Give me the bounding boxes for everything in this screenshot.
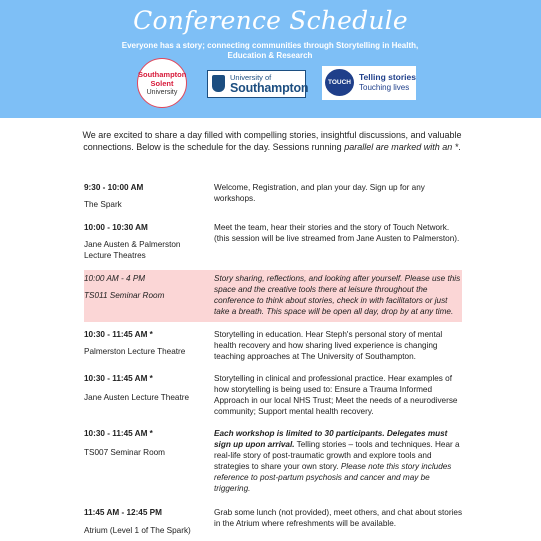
schedule-row <box>84 222 462 264</box>
session-room: Jane Austen & Palmerston Lecture Theatres <box>84 240 181 260</box>
schedule-row-highlight <box>84 270 462 322</box>
touch-logo-line2: Touching lives <box>359 83 410 92</box>
session-room: TS011 Seminar Room <box>84 291 165 300</box>
session-description: Storytelling in clinical and professional practice. Hear examples of how storytelling is being used to: Ensure a Trauma Informed Approach in our local NHS Trust; Meet the needs of a neurodiverse community; Support mental health recovery. <box>214 374 458 416</box>
workshop-text: Telling stories – tools and techniques. Hear a real-life story of post-traumatic growth and explore tools and strategies to share your own story. <box>214 440 460 471</box>
session-description: Meet the team, hear their stories and the story of Touch Network. (this session will be live streamed from Jane Austen to Palmerston). <box>214 223 460 243</box>
intro-paragraph <box>80 129 464 153</box>
session-time: 9:30 - 10:00 AM <box>84 183 144 192</box>
session-room: Jane Austen Lecture Theatre <box>84 393 189 402</box>
session-description: Welcome, Registration, and plan your day. Sign up for any workshops. <box>214 183 425 203</box>
touch-network-logo <box>322 66 416 100</box>
solent-university-logo <box>137 58 187 108</box>
page-subtitle: Everyone has a story; connecting communities through Storytelling in Health, Education & Research <box>121 41 419 60</box>
intro-text: We are excited to share a day filled with compelling stories, insightful discussions, and valuable connections. Below is the schedule for the day. Sessions running <box>82 130 462 152</box>
session-room: Palmerston Lecture Theatre <box>84 347 186 356</box>
session-time: 10:00 AM - 4 PM <box>84 274 146 283</box>
header-banner <box>0 0 541 118</box>
touch-badge-icon: TOUCH <box>325 69 354 96</box>
university-of-southampton-logo <box>207 70 309 98</box>
schedule-row <box>84 373 462 419</box>
session-room: Atrium (Level 1 of The Spark) <box>84 526 191 535</box>
schedule-row <box>84 428 462 498</box>
solent-logo-line2: Solent <box>150 79 174 88</box>
intro-end: . <box>458 142 461 152</box>
session-time: 10:30 - 11:45 AM * <box>84 429 153 438</box>
session-time: 10:00 - 10:30 AM <box>84 223 148 232</box>
session-room: The Spark <box>84 200 122 209</box>
session-room: TS007 Seminar Room <box>84 448 165 457</box>
schedule-row <box>84 507 462 541</box>
session-description: Storytelling in education. Hear Steph's personal story of mental health recovery and how sharing lived experience is changing teaching approaches at The University of Southampton. <box>214 330 443 361</box>
solent-logo-line3: University <box>146 89 178 96</box>
trigger-warning: Please note this story includes reference to post-partum psychosis and cancer and may be triggering. <box>214 462 452 493</box>
solent-logo-line1: Southampton <box>138 70 187 79</box>
session-description: Story sharing, reflections, and looking after yourself. Please use this space and the creative tools there at leisure throughout the conference to think about stories, check in with facilitators or just take a breath. This space will be open all day, drop by at any time. <box>214 274 461 316</box>
session-time: 10:30 - 11:45 AM * <box>84 374 153 383</box>
schedule-row <box>84 329 462 363</box>
session-time: 10:30 - 11:45 AM * <box>84 330 153 339</box>
soton-logo-line1: University of <box>230 73 272 82</box>
workshop-notice: Each workshop is limited to 30 participants. Delegates must sign up upon arrival. <box>214 429 448 449</box>
intro-italic: parallel are marked with an * <box>344 142 459 152</box>
crest-icon <box>212 75 225 92</box>
schedule-row <box>84 182 462 212</box>
page-title: Conference Schedule <box>133 6 408 35</box>
touch-logo-line1: Telling stories <box>359 72 416 82</box>
session-description: Grab some lunch (not provided), meet others, and chat about stories in the Atrium where refreshments will be available. <box>214 508 463 528</box>
session-time: 11:45 AM - 12:45 PM <box>84 508 162 517</box>
soton-logo-line2: Southampton <box>230 81 309 95</box>
session-description <box>214 428 464 494</box>
